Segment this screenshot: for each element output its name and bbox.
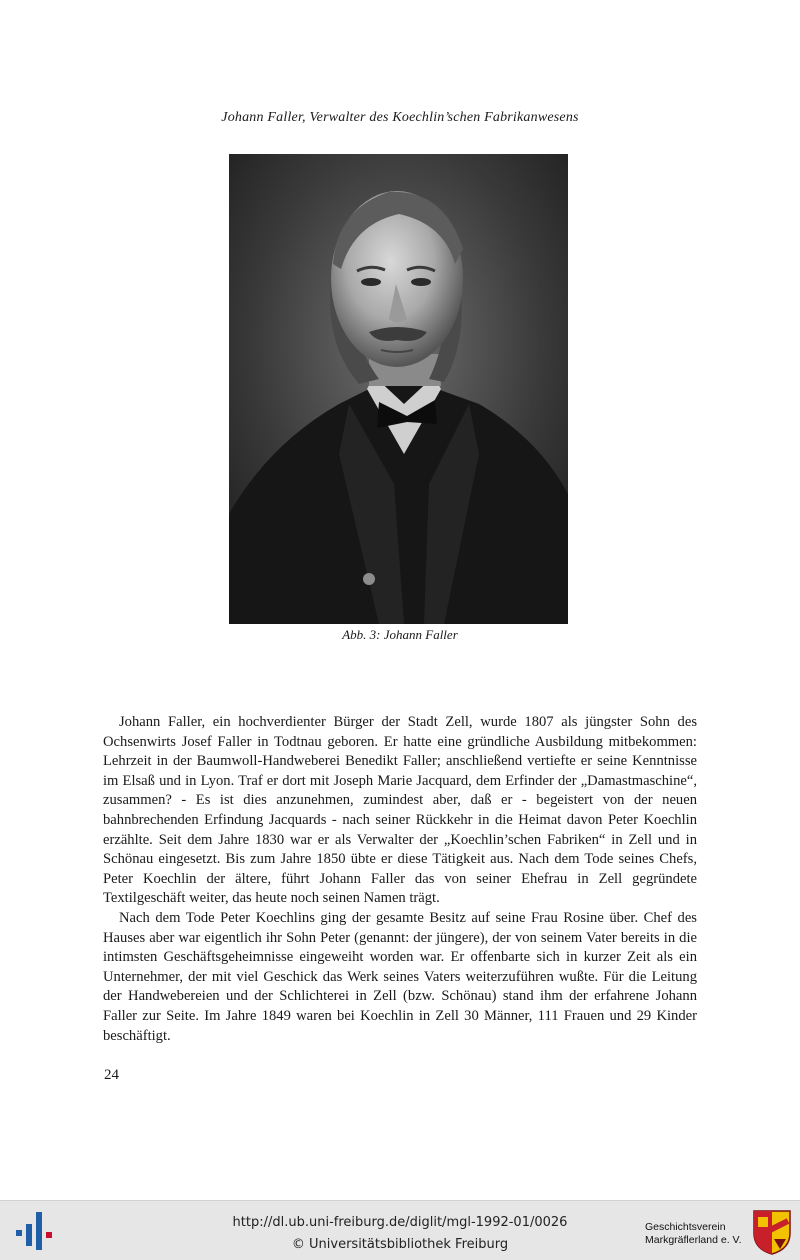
society-name-line2: Markgräflerland e. V. (645, 1234, 742, 1246)
body-text (103, 713, 697, 1046)
viewer-footer (0, 1200, 800, 1260)
society-name-line1: Geschichtsverein (645, 1221, 726, 1233)
portrait-photo (229, 154, 568, 624)
copyright-text: © Universitätsbibliothek Freiburg (291, 1237, 509, 1252)
society-name (645, 1221, 755, 1247)
running-title: Johann Faller, Verwalter des Koechlin’schen Fabrikanwesens (221, 110, 579, 125)
document-url-link[interactable]: http://dl.ub.uni-freiburg.de/diglit/mgl-1992-01/0026 (232, 1215, 568, 1230)
paragraph: Nach dem Tode Peter Koechlins ging der gesamte Besitz auf seine Frau Rosine über. Chef des Hauses aber war eigentlich ihr Sohn Peter (genannt: der jüngere), der von seinem Vater bereits in die intimsten Geschäftsgeheimnisse eingeweiht worden war. Er offenbarte sich in kurzer Zeit als ein Unternehmer, der mit viel Geschick das Werk seines Vaters weiterzuführen wußte. Für die Leitung der Handwebereien und der Schlichterei in Zell (bzw. Schönau) stand ihm der erfahrene Johann Faller zur Seite. Im Jahre 1849 waren bei Koechlin in Zell 30 Männer, 111 Frauen und 29 Kinder beschäftigt. (103, 909, 697, 1044)
figure-caption: Abb. 3: Johann Faller (342, 627, 458, 642)
society-crest-icon[interactable] (752, 1209, 792, 1255)
page-number: 24 (104, 1067, 119, 1083)
paragraph: Johann Faller, ein hochverdienter Bürger der Stadt Zell, wurde 1807 als jüngster Sohn des Ochsenwirts Josef Faller in Todtnau geboren. Er hatte eine gründliche Ausbildung mitbekommen: Lehrzeit in der Baumwoll-Handweberei Benedikt Faller; anschließend vertiefte er seine Kenntnisse im Elsaß und in Lyon. Traf er dort mit Joseph Marie Jacquard, dem Erfinder der „Damastmaschine“, zusammen? - Es ist dies anzunehmen, zumindest aber, daß er - begeistert von der neuen bahnbrechenden Erfindung Jacquards - nach seiner Rückkehr in die Heimat davon Peter Koechlin erzählte. Seit dem Jahre 1830 war er als Verwalter der „Koechlin’schen Fabriken“ in Zell und in Schönau eingesetzt. Bis zum Jahre 1850 übte er diese Tätigkeit aus. Nach dem Tode seines Chefs, Peter Koechlin der ältere, führt Johann Faller das von seiner Ehefrau in Zell gegründete Textilgeschäft weiter, das heute noch seinen Namen trägt. (103, 714, 697, 907)
